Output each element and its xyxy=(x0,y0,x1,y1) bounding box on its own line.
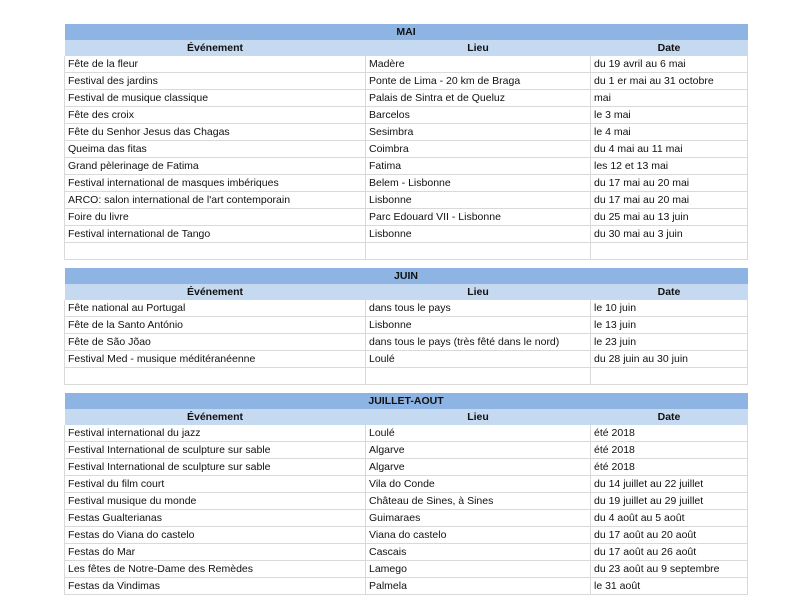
event-cell[interactable]: Fête de la fleur xyxy=(65,56,366,73)
event-cell[interactable]: Grand pèlerinage de Fatima xyxy=(65,158,366,175)
place-cell[interactable]: Loulé xyxy=(366,351,591,368)
event-cell[interactable]: Fête national au Portugal xyxy=(65,300,366,317)
event-cell[interactable]: Festival Med - musique méditéranéenne xyxy=(65,351,366,368)
event-cell[interactable]: Festival musique du monde xyxy=(65,493,366,510)
empty-cell[interactable] xyxy=(366,368,591,385)
event-cell[interactable]: Fête de São Jõao xyxy=(65,334,366,351)
date-cell[interactable]: le 10 juin xyxy=(591,300,748,317)
place-cell[interactable]: Vila do Conde xyxy=(366,476,591,493)
place-cell[interactable]: Fatima xyxy=(366,158,591,175)
date-cell[interactable]: du 19 juillet au 29 juillet xyxy=(591,493,748,510)
event-cell[interactable]: Festival du film court xyxy=(65,476,366,493)
date-cell[interactable]: du 17 août au 26 août xyxy=(591,544,748,561)
date-cell[interactable]: le 13 juin xyxy=(591,317,748,334)
date-cell[interactable]: été 2018 xyxy=(591,459,748,476)
table-row xyxy=(65,90,748,107)
table-row xyxy=(65,56,748,73)
table-row xyxy=(65,561,748,578)
place-cell[interactable]: Lisbonne xyxy=(366,317,591,334)
date-cell[interactable]: le 23 juin xyxy=(591,334,748,351)
section-gap xyxy=(64,385,747,393)
event-cell[interactable]: Festival international de masques imbériques xyxy=(65,175,366,192)
date-cell[interactable]: le 31 août xyxy=(591,578,748,595)
place-cell[interactable]: Palmela xyxy=(366,578,591,595)
empty-row xyxy=(65,368,748,385)
date-cell[interactable]: du 4 mai au 11 mai xyxy=(591,141,748,158)
section-table-0 xyxy=(64,24,748,260)
place-cell[interactable]: Algarve xyxy=(366,442,591,459)
place-cell[interactable]: Lisbonne xyxy=(366,226,591,243)
table-row xyxy=(65,209,748,226)
section-gap xyxy=(64,260,747,268)
table-row xyxy=(65,107,748,124)
place-cell[interactable]: Lisbonne xyxy=(366,192,591,209)
table-row xyxy=(65,459,748,476)
section-table-1 xyxy=(64,268,748,385)
table-row xyxy=(65,73,748,90)
column-header-place: Lieu xyxy=(366,284,591,300)
place-cell[interactable]: Loulé xyxy=(366,425,591,442)
column-header-event: Événement xyxy=(65,40,366,56)
table-row xyxy=(65,226,748,243)
date-cell[interactable]: mai xyxy=(591,90,748,107)
table-row xyxy=(65,493,748,510)
place-cell[interactable]: Algarve xyxy=(366,459,591,476)
table-row xyxy=(65,192,748,209)
table-row xyxy=(65,141,748,158)
column-header-date: Date xyxy=(591,40,748,56)
event-cell[interactable]: Festas Gualterianas xyxy=(65,510,366,527)
date-cell[interactable]: du 1 er mai au 31 octobre xyxy=(591,73,748,90)
section-title: JUILLET-AOUT xyxy=(65,393,748,409)
event-cell[interactable]: Festival des jardins xyxy=(65,73,366,90)
place-cell[interactable]: Madère xyxy=(366,56,591,73)
place-cell[interactable]: Sesimbra xyxy=(366,124,591,141)
place-cell[interactable]: Belem - Lisbonne xyxy=(366,175,591,192)
column-header-place: Lieu xyxy=(366,40,591,56)
empty-cell[interactable] xyxy=(65,368,366,385)
date-cell[interactable]: du 19 avril au 6 mai xyxy=(591,56,748,73)
date-cell[interactable]: du 17 mai au 20 mai xyxy=(591,175,748,192)
event-cell[interactable]: Festas do Mar xyxy=(65,544,366,561)
empty-cell[interactable] xyxy=(366,243,591,260)
event-cell[interactable]: Fête des croix xyxy=(65,107,366,124)
event-cell[interactable]: Festival international de Tango xyxy=(65,226,366,243)
date-cell[interactable]: les 12 et 13 mai xyxy=(591,158,748,175)
table-row xyxy=(65,300,748,317)
place-cell[interactable]: Guimaraes xyxy=(366,510,591,527)
column-header-date: Date xyxy=(591,284,748,300)
place-cell[interactable]: Coimbra xyxy=(366,141,591,158)
place-cell[interactable]: Parc Edouard VII - Lisbonne xyxy=(366,209,591,226)
table-row xyxy=(65,544,748,561)
table-row xyxy=(65,158,748,175)
event-cell[interactable]: Fête de la Santo António xyxy=(65,317,366,334)
empty-cell[interactable] xyxy=(591,368,748,385)
event-cell[interactable]: Fête du Senhor Jesus das Chagas xyxy=(65,124,366,141)
date-cell[interactable]: du 4 août au 5 août xyxy=(591,510,748,527)
date-cell[interactable]: été 2018 xyxy=(591,442,748,459)
date-cell[interactable]: du 17 août au 20 août xyxy=(591,527,748,544)
date-cell[interactable]: du 14 juillet au 22 juillet xyxy=(591,476,748,493)
place-cell[interactable]: Château de Sines, à Sines xyxy=(366,493,591,510)
event-cell[interactable]: Queima das fitas xyxy=(65,141,366,158)
section-title: MAI xyxy=(65,24,748,40)
date-cell[interactable]: été 2018 xyxy=(591,425,748,442)
event-cell[interactable]: Festival International de sculpture sur sable xyxy=(65,442,366,459)
date-cell[interactable]: du 23 août au 9 septembre xyxy=(591,561,748,578)
event-cell[interactable]: ARCO: salon international de l'art contemporain xyxy=(65,192,366,209)
date-cell[interactable]: du 30 mai au 3 juin xyxy=(591,226,748,243)
section-title: JUIN xyxy=(65,268,748,284)
place-cell[interactable]: dans tous le pays (très fêté dans le nord) xyxy=(366,334,591,351)
column-header-event: Événement xyxy=(65,284,366,300)
date-cell[interactable]: du 28 juin au 30 juin xyxy=(591,351,748,368)
event-cell[interactable]: Festival International de sculpture sur sable xyxy=(65,459,366,476)
date-cell[interactable]: du 17 mai au 20 mai xyxy=(591,192,748,209)
table-row xyxy=(65,476,748,493)
place-cell[interactable]: Cascais xyxy=(366,544,591,561)
place-cell[interactable]: Lamego xyxy=(366,561,591,578)
event-cell[interactable]: Festival de musique classique xyxy=(65,90,366,107)
place-cell[interactable]: Ponte de Lima - 20 km de Braga xyxy=(366,73,591,90)
date-cell[interactable]: le 4 mai xyxy=(591,124,748,141)
column-header-event: Événement xyxy=(65,409,366,425)
table-row xyxy=(65,175,748,192)
column-header-date: Date xyxy=(591,409,748,425)
table-row xyxy=(65,510,748,527)
table-row xyxy=(65,124,748,141)
table-row xyxy=(65,334,748,351)
table-row xyxy=(65,425,748,442)
place-cell[interactable]: dans tous le pays xyxy=(366,300,591,317)
event-cell[interactable]: Festival international du jazz xyxy=(65,425,366,442)
place-cell[interactable]: Barcelos xyxy=(366,107,591,124)
date-cell[interactable]: le 3 mai xyxy=(591,107,748,124)
empty-cell[interactable] xyxy=(65,243,366,260)
event-cell[interactable]: Festas do Viana do castelo xyxy=(65,527,366,544)
section-table-2 xyxy=(64,393,748,595)
empty-cell[interactable] xyxy=(591,243,748,260)
table-row xyxy=(65,317,748,334)
place-cell[interactable]: Viana do castelo xyxy=(366,527,591,544)
empty-row xyxy=(65,243,748,260)
column-header-place: Lieu xyxy=(366,409,591,425)
event-cell[interactable]: Foire du livre xyxy=(65,209,366,226)
table-row xyxy=(65,527,748,544)
date-cell[interactable]: du 25 mai au 13 juin xyxy=(591,209,748,226)
event-cell[interactable]: Festas da Vindimas xyxy=(65,578,366,595)
table-row xyxy=(65,351,748,368)
place-cell[interactable]: Palais de Sintra et de Queluz xyxy=(366,90,591,107)
event-cell[interactable]: Les fêtes de Notre-Dame des Remèdes xyxy=(65,561,366,578)
events-spreadsheet xyxy=(64,24,747,595)
table-row xyxy=(65,442,748,459)
